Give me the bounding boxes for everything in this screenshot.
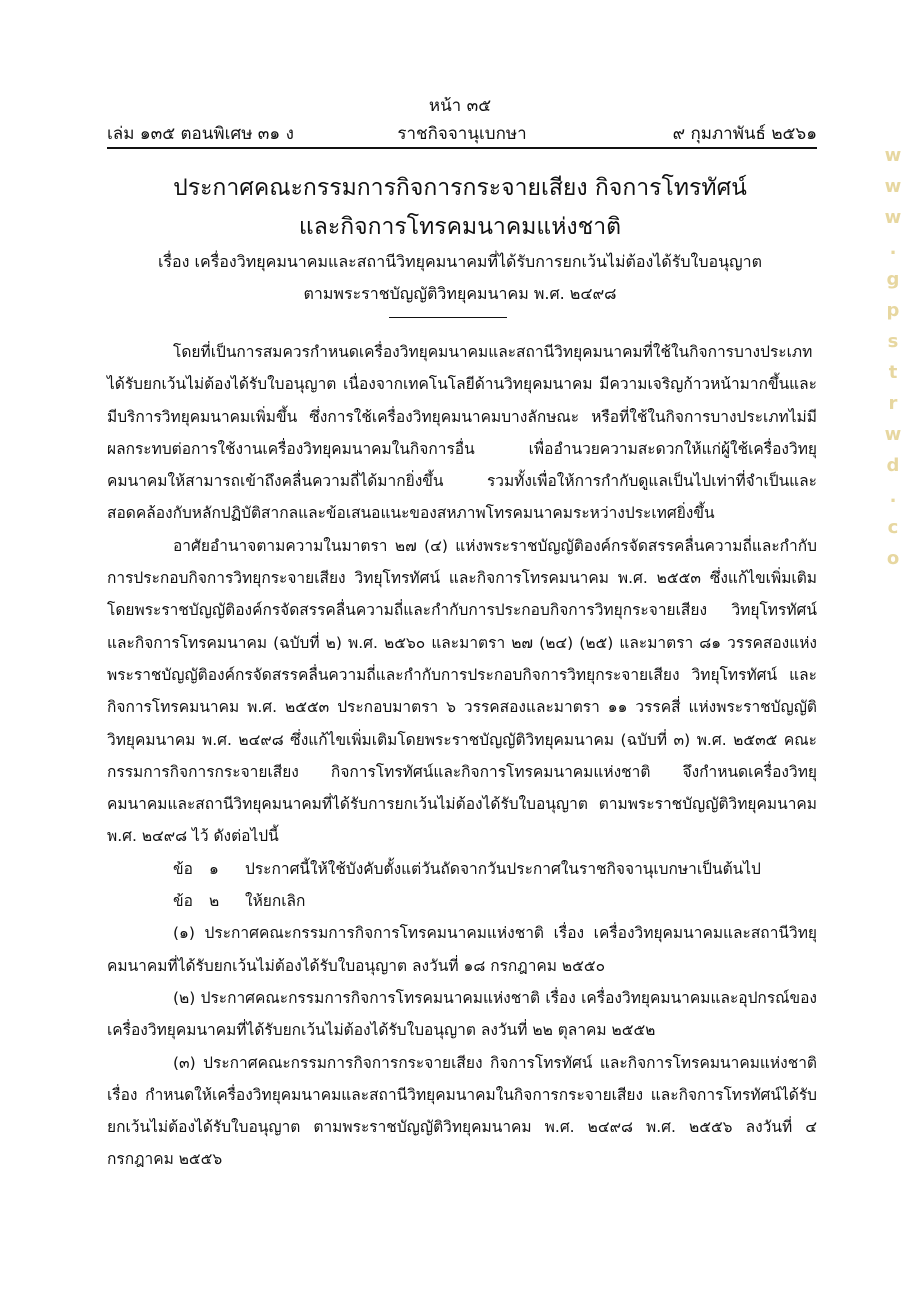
- publication-date: ๙ กุมภาพันธ์ ๒๕๖๑: [672, 124, 817, 144]
- page-number: หน้า ๓๕: [428, 96, 492, 116]
- watermark-char: s: [887, 331, 899, 352]
- watermark-char: w: [884, 207, 902, 228]
- announcement-body: [107, 336, 817, 1176]
- header-divider: [107, 147, 817, 149]
- watermark-char: c: [887, 517, 899, 538]
- watermark-char: g: [886, 269, 900, 290]
- watermark-char: .: [889, 238, 897, 259]
- clause-2: [107, 885, 817, 917]
- clause-1-text: ประกาศนี้ให้ใช้บังคับตั้งแต่วันถัดจากวันประกาศในราชกิจจานุเบกษาเป็นต้นไป: [245, 859, 761, 878]
- watermark-char: r: [888, 393, 898, 414]
- repeal-item-1: (๑) ประกาศคณะกรรมการกิจการโทรคมนาคมแห่งชาติ เรื่อง เครื่องวิทยุคมนาคมและสถานีวิทยุคมนาคมที่ได้รับยกเว้นไม่ต้องได้รับใบอนุญาต ลงวันที่ ๑๘ กรกฎาคม ๒๕๕๐: [107, 924, 817, 975]
- watermark: [878, 140, 908, 1240]
- announcement-subject-line1: เรื่อง เครื่องวิทยุคมนาคมและสถานีวิทยุคมนาคมที่ได้รับการยกเว้นไม่ต้องได้รับใบอนุญาต: [157, 252, 763, 271]
- watermark-char: .: [889, 486, 897, 507]
- repeal-item-3: (๓) ประกาศคณะกรรมการกิจการกระจายเสียง กิจการโทรทัศน์ และกิจการโทรคมนาคมแห่งชาติ เรื่อง กำหนดให้เครื่องวิทยุคมนาคมและสถานีวิทยุคมนาคมในกิจการกระจายเสียง และกิจการโทรทัศน์ได้รับยกเว้นไม่ต้องได้รับใบอนุญาต ตามพระราชบัญญัติวิทยุคมนาคม พ.ศ. ๒๔๙๘ พ.ศ. ๒๕๕๖ ลงวันที่ ๔ กรกฎาคม ๒๕๕๖: [107, 1053, 817, 1169]
- watermark-char: p: [886, 300, 900, 321]
- clause-2-text: ให้ยกเลิก: [245, 892, 306, 911]
- repeal-item-2: (๒) ประกาศคณะกรรมการกิจการโทรคมนาคมแห่งชาติ เรื่อง เครื่องวิทยุคมนาคมและอุปกรณ์ของเครื่องวิทยุคมนาคมที่ได้รับยกเว้นไม่ต้องได้รับใบอนุญาต ลงวันที่ ๒๒ ตุลาคม ๒๕๕๒: [107, 988, 817, 1040]
- clause-2-label: ข้อ: [173, 892, 193, 911]
- watermark-char: w: [884, 424, 902, 445]
- watermark-char: w: [884, 145, 902, 166]
- gazette-header: [107, 120, 817, 146]
- clause-2-number: ๒: [209, 892, 220, 911]
- announcement-subject-line2: ตามพระราชบัญญัติวิทยุคมนาคม พ.ศ. ๒๔๙๘: [303, 284, 617, 303]
- title-divider: [389, 317, 507, 318]
- volume-info: เล่ม ๑๓๕ ตอนพิเศษ ๓๑ ง: [107, 124, 294, 144]
- announcement-title-line1: ประกาศคณะกรรมการกิจการกระจายเสียง กิจการโทรทัศน์: [173, 175, 747, 201]
- watermark-char: o: [886, 548, 900, 569]
- watermark-char: t: [888, 362, 898, 383]
- announcement-title-line2: และกิจการโทรคมนาคมแห่งชาติ: [298, 214, 622, 240]
- authority-paragraph: อาศัยอำนาจตามความในมาตรา ๒๗ (๔) แห่งพระราชบัญญัติองค์กรจัดสรรคลื่นความถี่และกำกับการประกอบกิจการวิทยุกระจายเสียง วิทยุโทรทัศน์ และกิจการโทรคมนาคม พ.ศ. ๒๕๕๓ ซึ่งแก้ไขเพิ่มเติมโดยพระราชบัญญัติองค์กรจัดสรรคลื่นความถี่และกำกับการประกอบกิจการวิทยุกระจายเสียง วิทยุโทรทัศน์ และกิจการโทรคมนาคม (ฉบับที่ ๒) พ.ศ. ๒๕๖๐ และมาตรา ๒๗ (๒๔) (๒๕) และมาตรา ๘๑ วรรคสองแห่งพระราชบัญญัติองค์กรจัดสรรคลื่นความถี่และกำกับการประกอบกิจการวิทยุกระจายเสียง วิทยุโทรทัศน์ และกิจการโทรคมนาคม พ.ศ. ๒๕๕๓ ประกอบมาตรา ๖ วรรคสองและมาตรา ๑๑ วรรคสี่ แห่งพระราชบัญญัติวิทยุคมนาคม พ.ศ. ๒๔๙๘ ซึ่งแก้ไขเพิ่มเติมโดยพระราชบัญญัติวิทยุคมนาคม (ฉบับที่ ๓) พ.ศ. ๒๕๓๕ คณะกรรมการกิจการกระจายเสียง กิจการโทรทัศน์และกิจการโทรคมนาคมแห่งชาติ จึงกำหนดเครื่องวิทยุคมนาคมและสถานีวิทยุคมนาคมที่ได้รับการยกเว้นไม่ต้องได้รับใบอนุญาต ตามพระราชบัญญัติวิทยุคมนาคม พ.ศ. ๒๔๙๘ ไว้ ดังต่อไปนี้: [107, 536, 817, 846]
- clause-1-label: ข้อ: [173, 859, 193, 878]
- clause-1-number: ๑: [209, 859, 219, 878]
- preamble-paragraph: โดยที่เป็นการสมควรกำหนดเครื่องวิทยุคมนาคมและสถานีวิทยุคมนาคมที่ใช้ในกิจการบางประเภทได้รับยกเว้นไม่ต้องได้รับใบอนุญาต เนื่องจากเทคโนโลยีด้านวิทยุคมนาคม มีความเจริญก้าวหน้ามากขึ้นและมีบริการวิทยุคมนาคมเพิ่มขึ้น ซึ่งการใช้เครื่องวิทยุคมนาคมบางลักษณะ หรือที่ใช้ในกิจการบางประเภทไม่มีผลกระทบต่อการใช้งานเครื่องวิทยุคมนาคมในกิจการอื่น เพื่ออำนวยความสะดวกให้แก่ผู้ใช้เครื่องวิทยุคมนาคมให้สามารถเข้าถึงคลื่นความถี่ได้มากยิ่งขึ้น รวมทั้งเพื่อให้การกำกับดูแลเป็นไปเท่าที่จำเป็นและสอดคล้องกับหลักปฏิบัติสากลและข้อเสนอแนะของสหภาพโทรคมนาคมระหว่างประเทศยิ่งขึ้น: [107, 343, 817, 523]
- gazette-name: ราชกิจจานุเบกษา: [397, 124, 527, 144]
- clause-1: [107, 853, 817, 885]
- watermark-char: d: [886, 455, 900, 476]
- watermark-char: w: [884, 176, 902, 197]
